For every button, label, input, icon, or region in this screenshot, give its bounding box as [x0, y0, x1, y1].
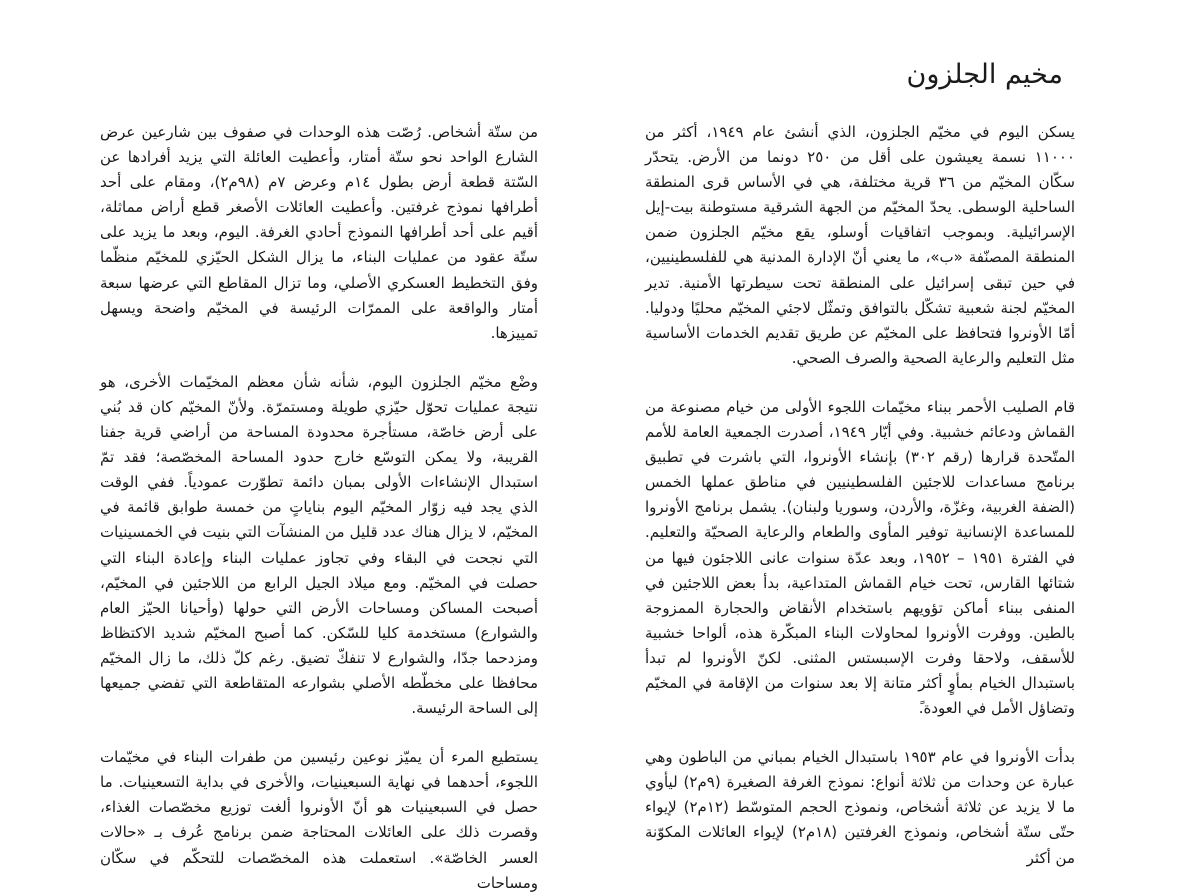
- paragraph: يستطيع المرء أن يميّز نوعين رئيسين من طفرات البناء في مخيّمات اللجوء، أحدهما في نهاية السبعينيات، والأخرى في بداية التسعينيات. ما حصل في السبعينيات هو أنّ الأونروا ألغت توزيع مخصّصات الغذاء، وقصرت ذلك على العائلات المحتاجة ضمن برنامج عُرف بـ «حالات العسر الخاصّة». استعملت هذه المخصّصات للتحكّم في سكّان ومساحات: [100, 748, 538, 892]
- right-column: [645, 120, 1075, 871]
- paragraph: وضْع مخيّم الجلزون اليوم، شأنه شأن معظم المخيّمات الأخرى، هو نتيجة عمليات تحوّل حيّزي طويلة ومستمرّة. ولأنّ المخيّم كان قد بُني على أرض خاصّة، مستأجرة محدودة المساحة من أراضي قرية جفنا القريبة، ولا يمكن التوسّع خارج حدود المساحة المخصّصة؛ فقد تمّ استبدال الإنشاءات الأولى بمبان دائمة تطوّرت عمودياً. ففي الوقت الذي يجد فيه زوّار المخيّم اليوم بناياتٍ من خمسة طوابق قائمة في المخيّم، لا يزال هناك عدد قليل من المنشآت التي بنيت في الخمسينيات التي نجحت في البقاء وفي تجاوز عمليات البناء وإعادة البناء التي حصلت في المخيّم. ومع ميلاد الجيل الرابع من اللاجئين في المخيّم، أصبحت المساكن ومساحات الأرض التي حولها (وأحيانا الحيّز العام والشوارع) مستخدمة كليا للسّكن. كما أصبح المخيّم شديد الاكتظاظ ومزدحما جدّا، والشوارع لا تنفكّ تضيق. رغم كلّ ذلك، ما زال المخيّم محافظا على مخطّطه الأصلي بشوارعه المتقاطعة التي تفضي جميعها إلى الساحة الرئيسة.: [100, 372, 538, 718]
- paragraph: قام الصليب الأحمر ببناء مخيّمات اللجوء الأولى من خيام مصنوعة من القماش ودعائم خشبية. وفي أيّار ١٩٤٩، أصدرت الجمعية العامة للأمم المتّحدة قرارها (رقم ٣٠٢) بإنشاء الأونروا، التي باشرت في تطبيق برنامج مساعدات للاجئين الفلسطينيين في مناطق عملها الخمس (الضفة الغربية، وغزّة، والأردن، وسوريا ولبنان). يشمل برنامج الأونروا للمساعدة الإنسانية توفير المأوى والطعام والرعاية الصحيّة والتعليم. في الفترة ١٩٥١ – ١٩٥٢، وبعد عدّة سنوات عانى اللاجئون فيها من شتائها القارس، تحت خيام القماش المتداعية، بدأ بعض اللاجئين في المنفى ببناء أماكن تؤويهم باستخدام الأنقاض والحجارة الممزوجة بالطين. ووفرت الأونروا لمحاولات البناء المبكّرة هذه، ألواحا خشبية للأسقف، ولاحقا وفرت الإسبستس المثنى. لكنّ الأونروا لم تبدأ باستبدال الخيام بمأوٍ أكثر متانة إلا بعد سنوات من الإقامة في المخيّم وتضاؤل الأمل في العودة.ً: [645, 397, 1076, 718]
- paragraph: من ستّة أشخاص. رُصّت هذه الوحدات في صفوف بين شارعين عرض الشارع الواحد نحو ستّة أمتار، وأعطيت العائلة التي يزيد أفرادها عن السّتة قطعة أرض بطول ١٤م وعرض ٧م (٩٨م٢)، ومقام على أحد أطرافها نموذج غرفتين. وأعطيت العائلات الأصغر قطع أراض مماثلة، أقيم على أحد أطرافها النموذج أحادي الغرفة. اليوم، وبعد ما يزيد على ستّة عقود من عمليات البناء، ما يزال الشكل الحيّزي للمخيّم منظّما وفق التخطيط العسكري الأصلي، وما تزال المقاطع التي عرضها سبعة أمتار والواقعة على الممرّات الرئيسة في المخيّم واضحة ويسهل تمييزها.: [100, 123, 538, 342]
- paragraph: يسكن اليوم في مخيّم الجلزون، الذي أنشئ عام ١٩٤٩، أكثر من ١١٠٠٠ نسمة يعيشون على أقل من ٢٥٠ دونما من الأرض. يتحدّر سكّان المخيّم من ٣٦ قرية مختلفة، هي في الأساس قرى المنطقة الساحلية الوسطى. يحدّ المخيّم من الجهة الشرقية مستوطنة بيت-إيل الإسرائيلية. وبموجب اتفاقيات أوسلو، يقع مخيّم الجلزون ضمن المنطقة المصنّفة «ب»، ما يعني أنّ الإدارة المدنية هي للفلسطينيين، في حين تبقى إسرائيل على المنطقة تحت سيطرتها الأمنية. تدير المخيّم لجنة شعبية تشكّل بالتوافق وتمثّل لاجئي المخيّم محليًا ودوليا. أمّا الأونروا فتحافظ على المخيّم عن طريق تقديم الخدمات الأساسية مثل التعليم والرعاية الصحية والصرف الصحي.: [645, 123, 1076, 367]
- left-column: [100, 120, 538, 896]
- paragraph: بدأت الأونروا في عام ١٩٥٣ باستبدال الخيام بمباني من الباطون وهي عبارة عن وحدات من ثلاثة أنواع: نموذج الغرفة الصغيرة (٩م٢) ليأوي ما لا يزيد عن ثلاثة أشخاص، ونموذج الحجم المتوسّط (١٢م٢) لإيواء حتّى ستّة أشخاص، ونموذج الغرفتين (١٨م٢) لإيواء العائلات المكوّنة من أكثر: [645, 748, 1075, 867]
- page-title: مخيم الجلزون: [906, 59, 1063, 90]
